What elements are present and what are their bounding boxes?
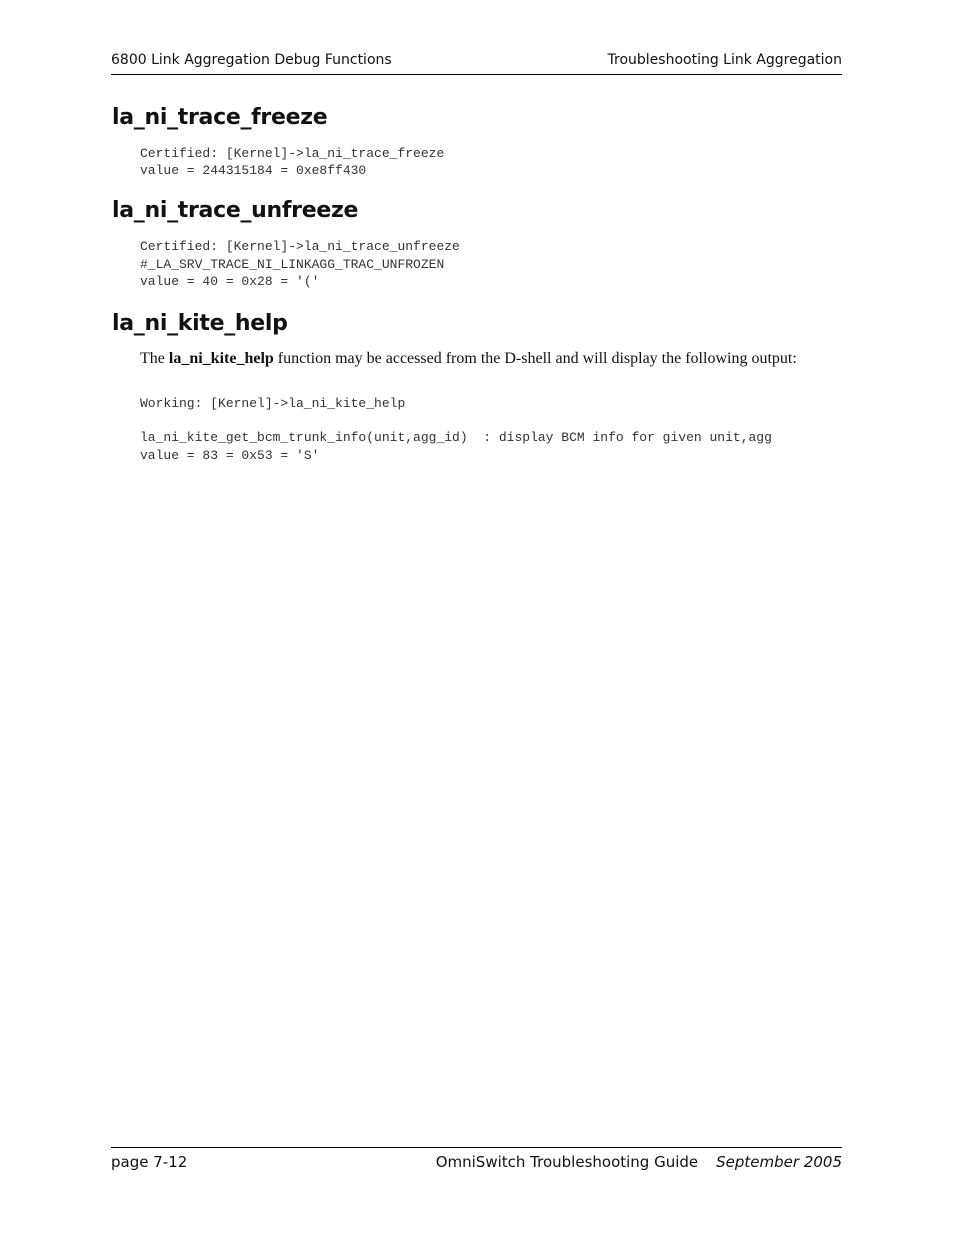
section-heading-kite-help: la_ni_kite_help: [112, 311, 288, 337]
section-heading-trace-unfreeze: la_ni_trace_unfreeze: [112, 198, 359, 224]
body-paragraph: [140, 349, 842, 369]
code-block-kite-help: [112, 395, 842, 464]
header-section-title: Troubleshooting Link Aggregation: [607, 52, 842, 68]
running-header: [111, 50, 842, 75]
footer-publication: [436, 1152, 842, 1172]
code-line: la_ni_kite_get_bcm_trunk_info(unit,agg_id) : display BCM info for given unit,agg: [140, 430, 772, 446]
header-chapter-title: 6800 Link Aggregation Debug Functions: [111, 52, 392, 68]
section-heading-trace-freeze: la_ni_trace_freeze: [112, 105, 328, 130]
paragraph-text: function may be accessed from the D-shell and will display the following output:: [273, 350, 797, 368]
code-line: value = 40 = 0x28 = '(': [140, 273, 320, 289]
page-number: page 7-12: [111, 1153, 188, 1171]
code-block-trace-unfreeze: [112, 238, 842, 290]
code-line: value = 244315184 = 0xe8ff430: [140, 163, 367, 179]
running-footer: [111, 1147, 842, 1172]
code-line: value = 83 = 0x53 = 'S': [140, 447, 320, 463]
code-line: Certified: [Kernel]->la_ni_trace_freeze: [140, 146, 445, 161]
code-prompt-line: Working: [Kernel]->la_ni_kite_help: [140, 396, 406, 412]
code-block-trace-freeze: [112, 145, 842, 179]
function-name-bold: la_ni_kite_help: [168, 350, 274, 368]
code-line: Certified: [Kernel]->la_ni_trace_unfreeze: [140, 239, 460, 255]
code-line: #_LA_SRV_TRACE_NI_LINKAGG_TRAC_UNFROZEN: [140, 256, 445, 272]
paragraph-text: The: [140, 350, 169, 368]
page-content: [112, 100, 842, 464]
guide-title: OmniSwitch Troubleshooting Guide: [435, 1153, 699, 1171]
publication-date: September 2005: [716, 1153, 842, 1171]
